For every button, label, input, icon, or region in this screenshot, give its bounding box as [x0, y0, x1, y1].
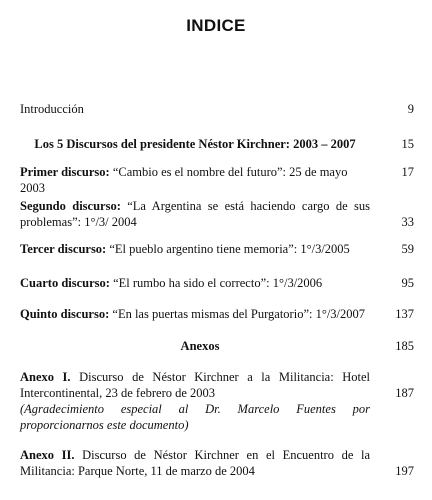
toc-entry-text: “El rumbo ha sido el correcto”: 1°/3/2006	[113, 276, 323, 290]
toc-page-number: 137	[395, 307, 414, 321]
page-title: INDICE	[186, 16, 246, 35]
toc-entry-label: Segundo discurso:	[20, 199, 121, 213]
toc-entry-segundo-discurso[interactable]	[20, 198, 370, 230]
toc-page-number: 185	[395, 339, 414, 353]
toc-entry-text: Anexos	[180, 339, 220, 353]
toc-entry-quinto-discurso[interactable]	[20, 306, 370, 322]
toc-entry-note: (Agradecimiento especial al Dr. Marcelo Fuentes por proporcionarnos este documento)	[20, 402, 370, 432]
toc-page-number: 17	[401, 165, 414, 179]
toc-section-heading[interactable]	[0, 136, 390, 152]
toc-entry-anexo-2[interactable]	[20, 447, 370, 479]
toc-page-number: 59	[401, 242, 414, 256]
toc-entry-anexo-1[interactable]	[20, 369, 370, 433]
toc-entry-text: Introducción	[20, 102, 84, 116]
toc-page-number: 33	[401, 215, 414, 229]
toc-entry-text: Discurso de Néstor Kirchner en el Encuentro de la Militancia: Parque Norte, 11 de marzo de 2004	[20, 448, 371, 478]
toc-page-number: 95	[401, 276, 414, 290]
toc-page-number: 15	[401, 137, 414, 151]
toc-entry-primer-discurso[interactable]	[20, 164, 370, 196]
toc-page-number: 9	[407, 102, 414, 116]
toc-entry-label: Anexo II.	[20, 448, 75, 462]
toc-entry-label: Cuarto discurso:	[20, 276, 110, 290]
toc-entry-label: Anexo I.	[20, 370, 71, 384]
toc-entry-text: Discurso de Néstor Kirchner a la Militancia: Hotel Intercontinental, 23 de febrero de 2003	[20, 370, 371, 400]
toc-entry-text: “En las puertas mismas del Purgatorio”: 1°/3/2007	[112, 307, 366, 321]
toc-page-number: 197	[395, 464, 414, 478]
toc-entry-text: “La Argentina se está haciendo cargo de sus problemas”: 1°/3/ 2004	[20, 199, 370, 229]
toc-entry-text: “El pueblo argentino tiene memoria”: 1°/3/2005	[109, 242, 350, 256]
toc-entry-label: Primer discurso:	[20, 165, 110, 179]
toc-entry-label: Tercer discurso:	[20, 242, 107, 256]
toc-section-anexos[interactable]	[0, 338, 400, 354]
toc-entry-label: Quinto discurso:	[20, 307, 110, 321]
toc-page-number: 187	[395, 386, 414, 400]
toc-entry-introduccion[interactable]	[20, 101, 370, 117]
toc-entry-tercer-discurso[interactable]	[20, 241, 370, 257]
toc-entry-text: “Cambio es el nombre del futuro”: 25 de mayo 2003	[20, 165, 348, 195]
toc-entry-text: Los 5 Discursos del presidente Néstor Kirchner: 2003 – 2007	[34, 137, 356, 151]
toc-entry-cuarto-discurso[interactable]	[20, 275, 370, 291]
